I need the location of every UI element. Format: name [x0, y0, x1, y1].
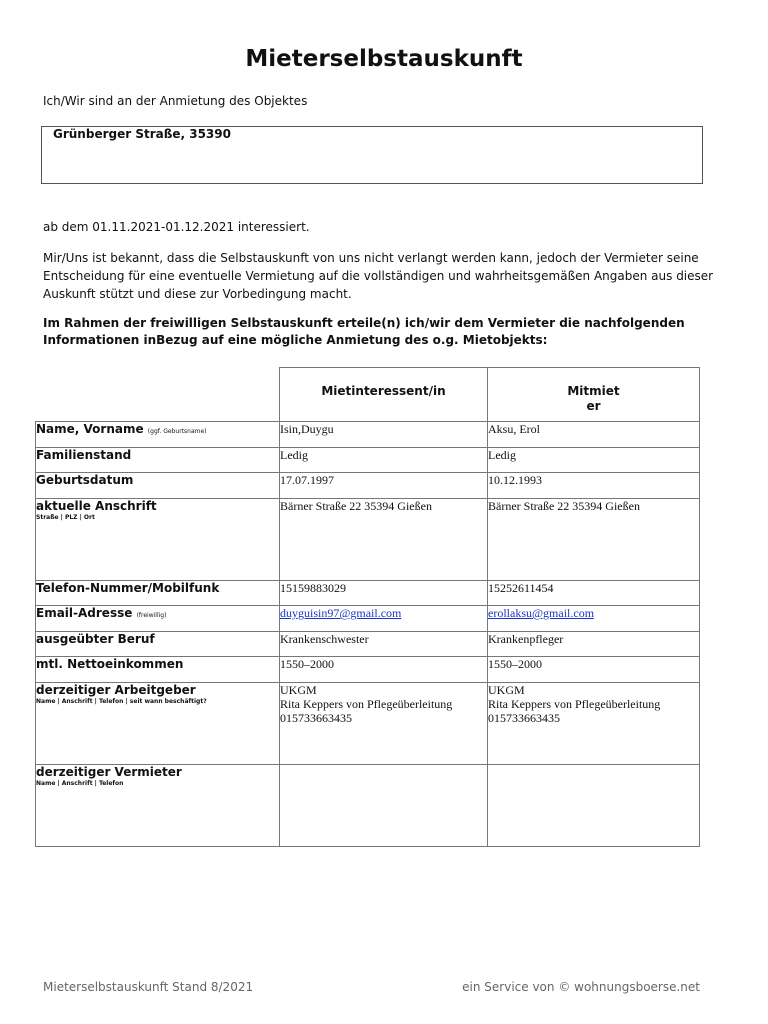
co-tenant-marital-status-field[interactable]: Ledig — [488, 448, 700, 473]
co-tenant-employer-line: Rita Keppers von Pflegeüberleitung — [488, 697, 661, 711]
co-tenant-landlord-field[interactable] — [488, 765, 700, 847]
row-label-familienstand: Familienstand — [36, 448, 280, 473]
applicant-employer-line: Rita Keppers von Pflegeüberleitung — [280, 697, 453, 711]
intro-text: Ich/Wir sind an der Anmietung des Objektes — [43, 94, 308, 108]
co-tenant-employer-field[interactable] — [488, 683, 700, 765]
row-label-telefon: Telefon-Nummer/Mobilfunk — [36, 581, 280, 606]
date-range-text: ab dem 01.11.2021-01.12.2021 interessiert. — [43, 220, 310, 234]
applicant-name-field[interactable]: Isin,Duygu — [280, 422, 488, 448]
column-header-co-tenant-line2: er — [586, 399, 601, 413]
table-row-anschrift — [36, 499, 700, 581]
column-header-co-tenant — [488, 368, 700, 422]
footer-credit: ein Service von © wohnungsboerse.net — [462, 980, 700, 994]
row-label-vermieter-text: derzeitiger Vermieter — [36, 765, 182, 779]
table-row-arbeitgeber — [36, 683, 700, 765]
row-label-beruf: ausgeübter Beruf — [36, 632, 280, 657]
co-tenant-address-field[interactable]: Bärner Straße 22 35394 Gießen — [488, 499, 700, 581]
co-tenant-phone-field[interactable]: 15252611454 — [488, 581, 700, 606]
row-label-email-note: (freiwillig) — [136, 612, 167, 619]
applicant-occupation-field[interactable]: Krankenschwester — [280, 632, 488, 657]
row-label-anschrift — [36, 499, 280, 581]
row-label-name-note: (ggf. Geburtsname) — [147, 428, 207, 435]
row-label-anschrift-text: aktuelle Anschrift — [36, 499, 157, 513]
applicant-employer-field[interactable] — [280, 683, 488, 765]
table-row-beruf — [36, 632, 700, 657]
applicant-email-link[interactable]: duyguisin97@gmail.com — [280, 606, 488, 632]
table-row-geburtsdatum — [36, 473, 700, 499]
table-row-name — [36, 422, 700, 448]
row-label-email-text: Email-Adresse — [36, 606, 133, 620]
row-label-geburtsdatum: Geburtsdatum — [36, 473, 280, 499]
co-tenant-occupation-field[interactable]: Krankenpfleger — [488, 632, 700, 657]
page-title: Mieterselbstauskunft — [245, 46, 523, 72]
applicant-landlord-field[interactable] — [280, 765, 488, 847]
table-row-telefon — [36, 581, 700, 606]
applicant-address-field[interactable]: Bärner Straße 22 35394 Gießen — [280, 499, 488, 581]
table-header-row — [36, 368, 700, 422]
row-label-vermieter-sub: Name | Anschrift | Telefon — [36, 780, 124, 787]
co-tenant-employer-line: 015733663435 — [488, 711, 560, 725]
applicant-phone-field[interactable]: 15159883029 — [280, 581, 488, 606]
row-label-einkommen: mtl. Nettoeinkommen — [36, 657, 280, 683]
table-row-email — [36, 606, 700, 632]
table-row-einkommen — [36, 657, 700, 683]
table-row-vermieter — [36, 765, 700, 847]
object-address-field[interactable] — [41, 126, 703, 184]
applicant-marital-status-field[interactable]: Ledig — [280, 448, 488, 473]
table-row-familienstand — [36, 448, 700, 473]
object-address-value: Grünberger Straße, 35390 — [53, 127, 231, 141]
row-label-name-text: Name, Vorname — [36, 422, 144, 436]
empty-header-cell — [36, 368, 280, 422]
co-tenant-income-field[interactable]: 1550–2000 — [488, 657, 700, 683]
column-header-co-tenant-line1: Mitmiet — [567, 384, 620, 398]
disclaimer-paragraph: Mir/Uns ist bekannt, dass die Selbstauskunft von uns nicht verlangt werden kann, jedoch der Vermieter seine Entscheidung für eine eventuelle Vermietung auf die vollständigen und wahrheitsgemäßen Angaben aus dieser Auskunft stützt und diese zur Vorbedingung macht. — [43, 251, 714, 301]
co-tenant-employer-line: UKGM — [488, 683, 525, 697]
applicant-birthdate-field[interactable]: 17.07.1997 — [280, 473, 488, 499]
row-label-anschrift-sub: Straße | PLZ | Ort — [36, 514, 95, 521]
footer-version: Mieterselbstauskunft Stand 8/2021 — [43, 980, 254, 994]
consent-paragraph: Im Rahmen der freiwilligen Selbstauskunft erteile(n) ich/wir dem Vermieter die nachfolgenden Informationen inBezug auf eine mögliche Anmietung des o.g. Mietobjekts: — [43, 316, 685, 347]
applicant-employer-line: UKGM — [280, 683, 317, 697]
row-label-email — [36, 606, 280, 632]
row-label-arbeitgeber-text: derzeitiger Arbeitgeber — [36, 683, 196, 697]
applicant-info-table — [35, 367, 700, 847]
co-tenant-birthdate-field[interactable]: 10.12.1993 — [488, 473, 700, 499]
row-label-vermieter — [36, 765, 280, 847]
row-label-arbeitgeber-sub: Name | Anschrift | Telefon | seit wann beschäftigt? — [36, 698, 207, 705]
co-tenant-email-link[interactable]: erollaksu@gmail.com — [488, 606, 700, 632]
co-tenant-name-field[interactable]: Aksu, Erol — [488, 422, 700, 448]
row-label-arbeitgeber — [36, 683, 280, 765]
applicant-employer-line: 015733663435 — [280, 711, 352, 725]
column-header-applicant: Mietinteressent/in — [280, 368, 488, 422]
row-label-name — [36, 422, 280, 448]
applicant-income-field[interactable]: 1550–2000 — [280, 657, 488, 683]
